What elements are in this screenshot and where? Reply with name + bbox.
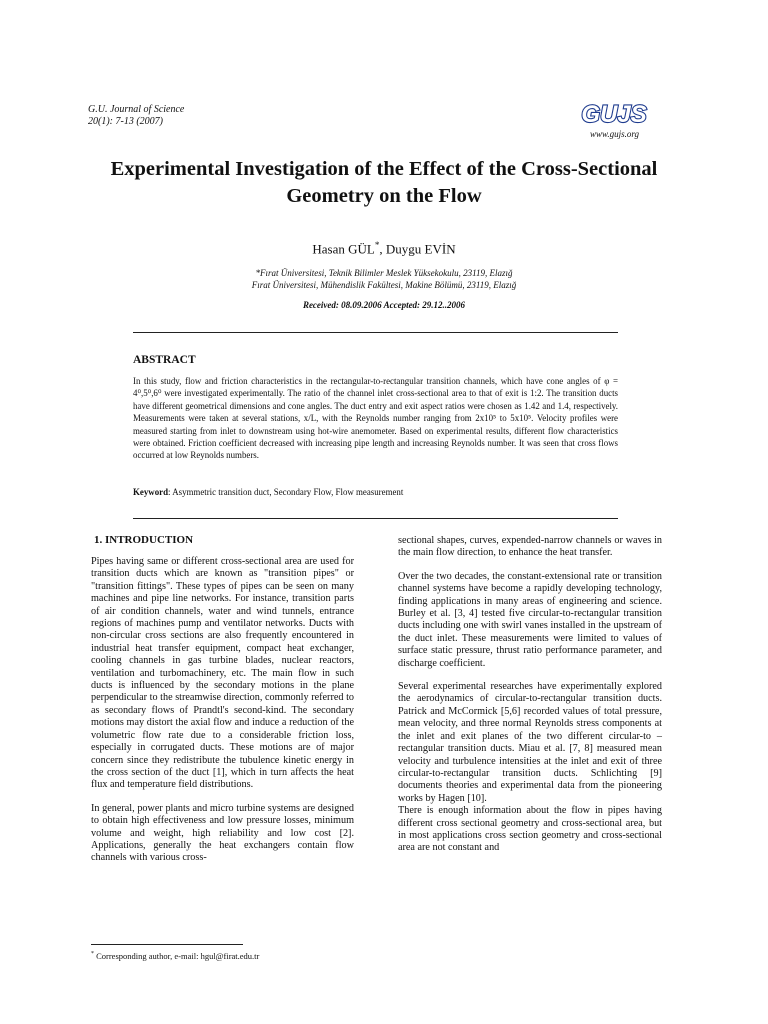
journal-volume: 20(1): 7-13 (2007): [88, 116, 163, 127]
abstract-text: [133, 375, 618, 462]
keyword-text: : Asymmetric transition duct, Secondary Flow, Flow measurement: [168, 487, 404, 497]
footnote: [91, 951, 259, 961]
footnote-divider: [91, 944, 243, 945]
left-column: [91, 556, 354, 876]
gujs-logo: [574, 100, 654, 130]
paragraph: In general, power plants and micro turbine systems are designed to obtain high effectiveness and low pressure losses, minimum volume and weight, high reliability and low cost [2]. Applications, generally the heat exchangers contain flow channels with various cross-: [91, 802, 354, 864]
divider-bottom: [133, 518, 618, 519]
author-first: Hasan GÜL: [312, 241, 375, 257]
logo-text: GUJS: [581, 101, 647, 128]
author-marker: *: [374, 240, 380, 250]
received-dates: Received: 08.09.2006 Accepted: 29.12..2006: [302, 300, 466, 310]
keywords: [133, 487, 618, 497]
abstract-heading: ABSTRACT: [133, 354, 196, 366]
paper-title: Experimental Investigation of the Effect of the Cross-Sectional Geometry on the Flow: [110, 158, 658, 207]
keyword-label: Keyword: [133, 487, 169, 497]
author-list: [100, 240, 668, 257]
footnote-text: Corresponding author, e-mail: hgul@firat.edu.tr: [93, 951, 260, 961]
abstract-part-2: were investigated experimentally. The ratio of the channel inlet cross-sectional area to that of exit is 1:2. The transition ducts have different geometrical dimensions and cone angles. The duct entry and exit aspect ratios were chosen as 1.42 and 1.4, respectively. Measurements were taken at several stations, x/L, with the Reynolds number ranging from 2x10⁵ to 5x10⁵. Velocity profiles were measured starting from inlet to downstream using hot-wire anemometer. Based on experimental results, different flow characteristics were obtained. Friction coefficient decreased with increasing pipe length and increasing Reynolds number. It was seen that cross flows occurred at low Reynolds numbers.: [133, 388, 618, 461]
paragraph: There is enough information about the flow in pipes having different cross sectional geometry and cross-sectional area, but in most applications cross section geometry and cross-sectional area are not constant and: [398, 805, 662, 854]
paragraph: sectional shapes, curves, expended-narrow channels or waves in the main flow direction, to enhance the heat transfer.: [398, 535, 662, 559]
divider-top: [133, 332, 618, 333]
affiliation-2: Fırat Üniversitesi, Mühendislik Fakültesi, Makine Bölümü, 23119, Elazığ: [251, 280, 517, 290]
author-second: , Duygu EVİN: [379, 241, 456, 257]
right-column: [398, 535, 662, 866]
paragraph: Pipes having same or different cross-sectional area are used for transition ducts which are known as "transition pipes" or "transition fittings". These types of pipes can be seen on many machines and pipe line networks. For instance, transition parts of air condition channels, water and wind tunnels, entrance regions of machines pump and ventilator networks. Ducts with non-circular cross sections are also frequently encountered in industrial heat transfer equipment, compact heat exchanger, cooling channels in gas turbine blades, nuclear reactors, ventilation and turbomachinery, etc. The main flow in such ducts is influenced by the secondary motions in the plane perpendicular to the streamwise direction, commonly referred to as secondary flows of Prandtl's second-kind. The secondary motions may distort the axial flow and induce a reduction of the volumetric flow rate due to a considerable friction loss, especially in corrugated ducts. These motions are of major concern since they redistribute the tubulence kinetic energy in the cross section of the duct [1], which in turn affects the heat flux and temperature field distributions.: [91, 556, 354, 791]
abstract-part-1: In this study, flow and friction characteristics in the rectangular-to-rectangular transition channels, which have cone angles of: [133, 376, 605, 386]
paragraph: Several experimental researches have experimentally explored the aerodynamics of circular-to-rectangular transition ducts. Patrick and McCormick [5,6] recorded values of total pressure, mean velocity, and three normal Reynolds stress components at the inlet and exit planes of the two different circular-to –rectangular transition ducts. Miau et al. [7, 8] measured mean velocity and turbulence intensities at the inlet and exit of three circular-to-rectangular transition ducts. Schlichting [9] documents theories and experimental data from the pioneering works by Hagen [10].: [398, 681, 662, 804]
footnote-marker: *: [91, 951, 94, 958]
journal-name: G.U. Journal of Science: [88, 104, 185, 115]
journal-citation: [88, 104, 184, 128]
journal-website[interactable]: www.gujs.org: [590, 129, 640, 139]
affiliation-1: *Fırat Üniversitesi, Teknik Bilimler Meslek Yüksekokulu, 23119, Elazığ: [255, 268, 513, 278]
abstract-angles: φ = 4⁰,5⁰,6⁰: [133, 376, 618, 399]
affiliations: [100, 267, 668, 291]
section-heading-introduction: 1. INTRODUCTION: [94, 534, 194, 546]
paragraph: Over the two decades, the constant-extensional rate or transition channel systems have become a rapidly developing technology, finding applications in many areas of engineering and science. Burley et al. [3, 4] tested five circular-to-rectangular transition ducts including one with swirl vanes installed in the upstream of the duct inlet. These measurements were limited to values of surface static pressure, thrust ratio performance parameter, and discharge coefficient.: [398, 570, 662, 669]
